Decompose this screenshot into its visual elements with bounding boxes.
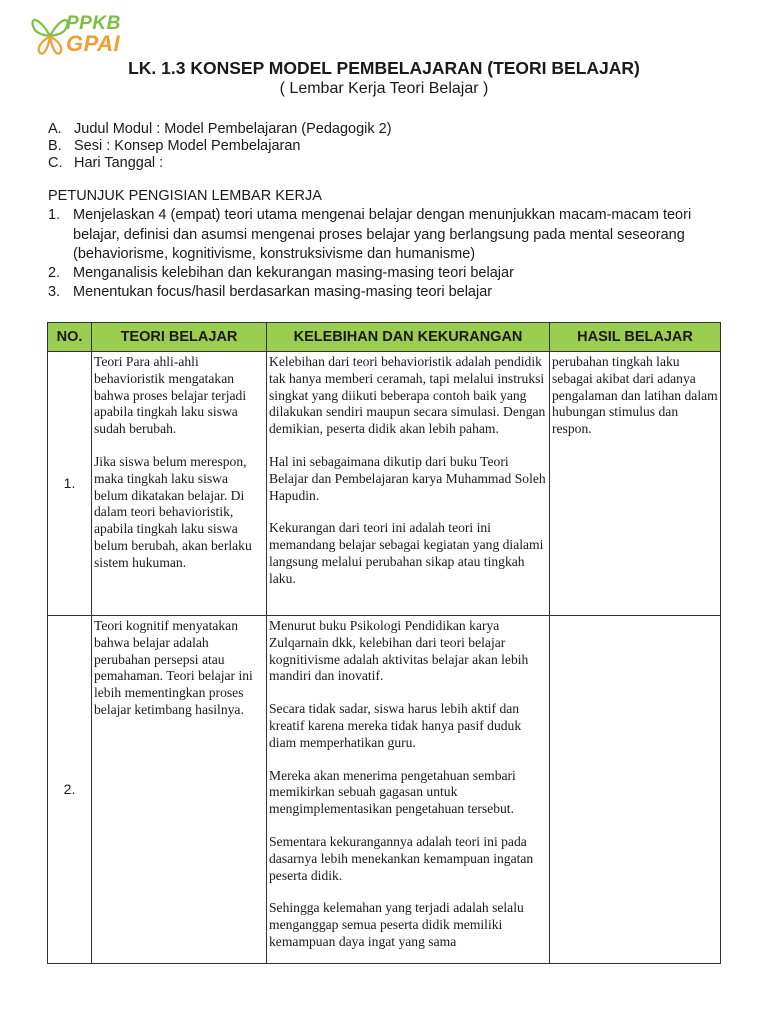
teori-paragraph: Teori Para ahli-ahli behavioristik mengatakan bahwa proses belajar terjadi apabila tingkah laku siswa sudah berubah. <box>94 354 247 437</box>
header-hasil-belajar: HASIL BELAJAR <box>550 323 721 352</box>
row-number: 2. <box>48 616 92 964</box>
document-title: LK. 1.3 KONSEP MODEL PEMBELAJARAN (TEORI BELAJAR) <box>128 58 640 78</box>
butterfly-icon <box>30 12 70 58</box>
teori-cell <box>92 616 267 964</box>
kelebihan-paragraph: Hal ini sebagaimana dikutip dari buku Teori Belajar dan Pembelajaran karya Muhammad Soleh Hapudin. <box>269 453 546 503</box>
meta-judul-modul: A. Judul Modul : Model Pembelajaran (Pedagogik 2) <box>48 121 392 137</box>
meta-hari-tanggal: C. Hari Tanggal : <box>48 155 164 171</box>
worksheet-table <box>47 322 721 964</box>
instruction-item: 3. Menentukan focus/hasil berdasarkan masing-masing teori belajar <box>48 284 493 300</box>
kelebihan-paragraph: Sehingga kelemahan yang terjadi adalah selalu menganggap semua peserta didik memiliki kemampuan daya ingat yang sama <box>269 900 524 949</box>
table-row <box>48 352 721 616</box>
teori-paragraph: Jika siswa belum merespon, maka tingkah laku siswa belum dikatakan belajar. Di dalam teori behavioristik, apabila tingkah laku siswa belum berubah, akan berlaku sistem hukuman. <box>94 453 252 570</box>
header-kelebihan-kekurangan: KELEBIHAN DAN KEKURANGAN <box>267 323 550 352</box>
instruction-item: 1. Menjelaskan 4 (empat) teori utama mengenai belajar dengan menunjukkan macam-macam teori belajar, definisi dan asumsi mengenai proses belajar yang berlangsung pada mental seseorang (behaviorisme, kognitivisme, konstruksivisme dan humanisme) <box>48 207 692 262</box>
hasil-cell <box>550 352 721 616</box>
kelebihan-paragraph: Secara tidak sadar, siswa harus lebih aktif dan kreatif karena mereka tidak hanya pasif duduk diam memperhatikan guru. <box>269 701 522 750</box>
table-header-row <box>48 323 721 352</box>
hasil-cell <box>550 616 721 964</box>
instructions-heading: PETUNJUK PENGISIAN LEMBAR KERJA <box>48 188 322 204</box>
header-teori-belajar: TEORI BELAJAR <box>92 323 267 352</box>
teori-cell <box>92 352 267 616</box>
document-subtitle: ( Lembar Kerja Teori Belajar ) <box>279 80 489 97</box>
kelebihan-paragraph: Sementara kekurangannya adalah teori ini pada dasarnya lebih menekankan kemampuan ingatan peserta didik. <box>269 833 534 883</box>
header-no: NO. <box>48 323 92 352</box>
instruction-item: 2. Menganalisis kelebihan dan kekurangan masing-masing teori belajar <box>48 265 514 281</box>
logo-line2: GPAI <box>66 31 121 56</box>
kelebihan-paragraph: Kelebihan dari teori behavioristik adalah pendidik tak hanya memberi ceramah, tapi melalui instruksi singkat yang diikuti beberapa contoh baik yang dilakukan sendiri maupun secara simulasi. Dengan demikian, peserta didik akan lebih paham. <box>269 354 546 437</box>
kelebihan-cell <box>267 352 550 616</box>
table-row <box>48 616 721 964</box>
meta-sesi: B. Sesi : Konsep Model Pembelajaran <box>48 138 301 154</box>
row-number: 1. <box>48 352 92 616</box>
kelebihan-paragraph: Mereka akan menerima pengetahuan sembari memikirkan sebuah gagasan untuk mengimplementasikan pengetahuan tersebut. <box>269 767 516 817</box>
logo-line1: PPKB <box>66 13 121 34</box>
kelebihan-paragraph: Menurut buku Psikologi Pendidikan karya Zulqarnain dkk, kelebihan dari teori belajar kognitivisme adalah aktivitas belajar akan lebih mandiri dan inovatif. <box>269 618 529 684</box>
kelebihan-paragraph: Kekurangan dari teori ini adalah teori ini memandang belajar sebagai kegiatan yang dialami langsung melalui perubahan sikap atau tingkah laku. <box>269 520 544 586</box>
hasil-paragraph: perubahan tingkah laku sebagai akibat dari adanya pengalaman dan latihan dalam hubungan stimulus dan respon. <box>552 354 718 437</box>
ppkb-gpai-logo <box>30 12 142 58</box>
kelebihan-cell <box>267 616 550 964</box>
teori-paragraph: Teori kognitif menyatakan bahwa belajar adalah perubahan persepsi atau pemahaman. Teori belajar ini lebih mementingkan proses belajar ketimbang hasilnya. <box>94 618 253 717</box>
